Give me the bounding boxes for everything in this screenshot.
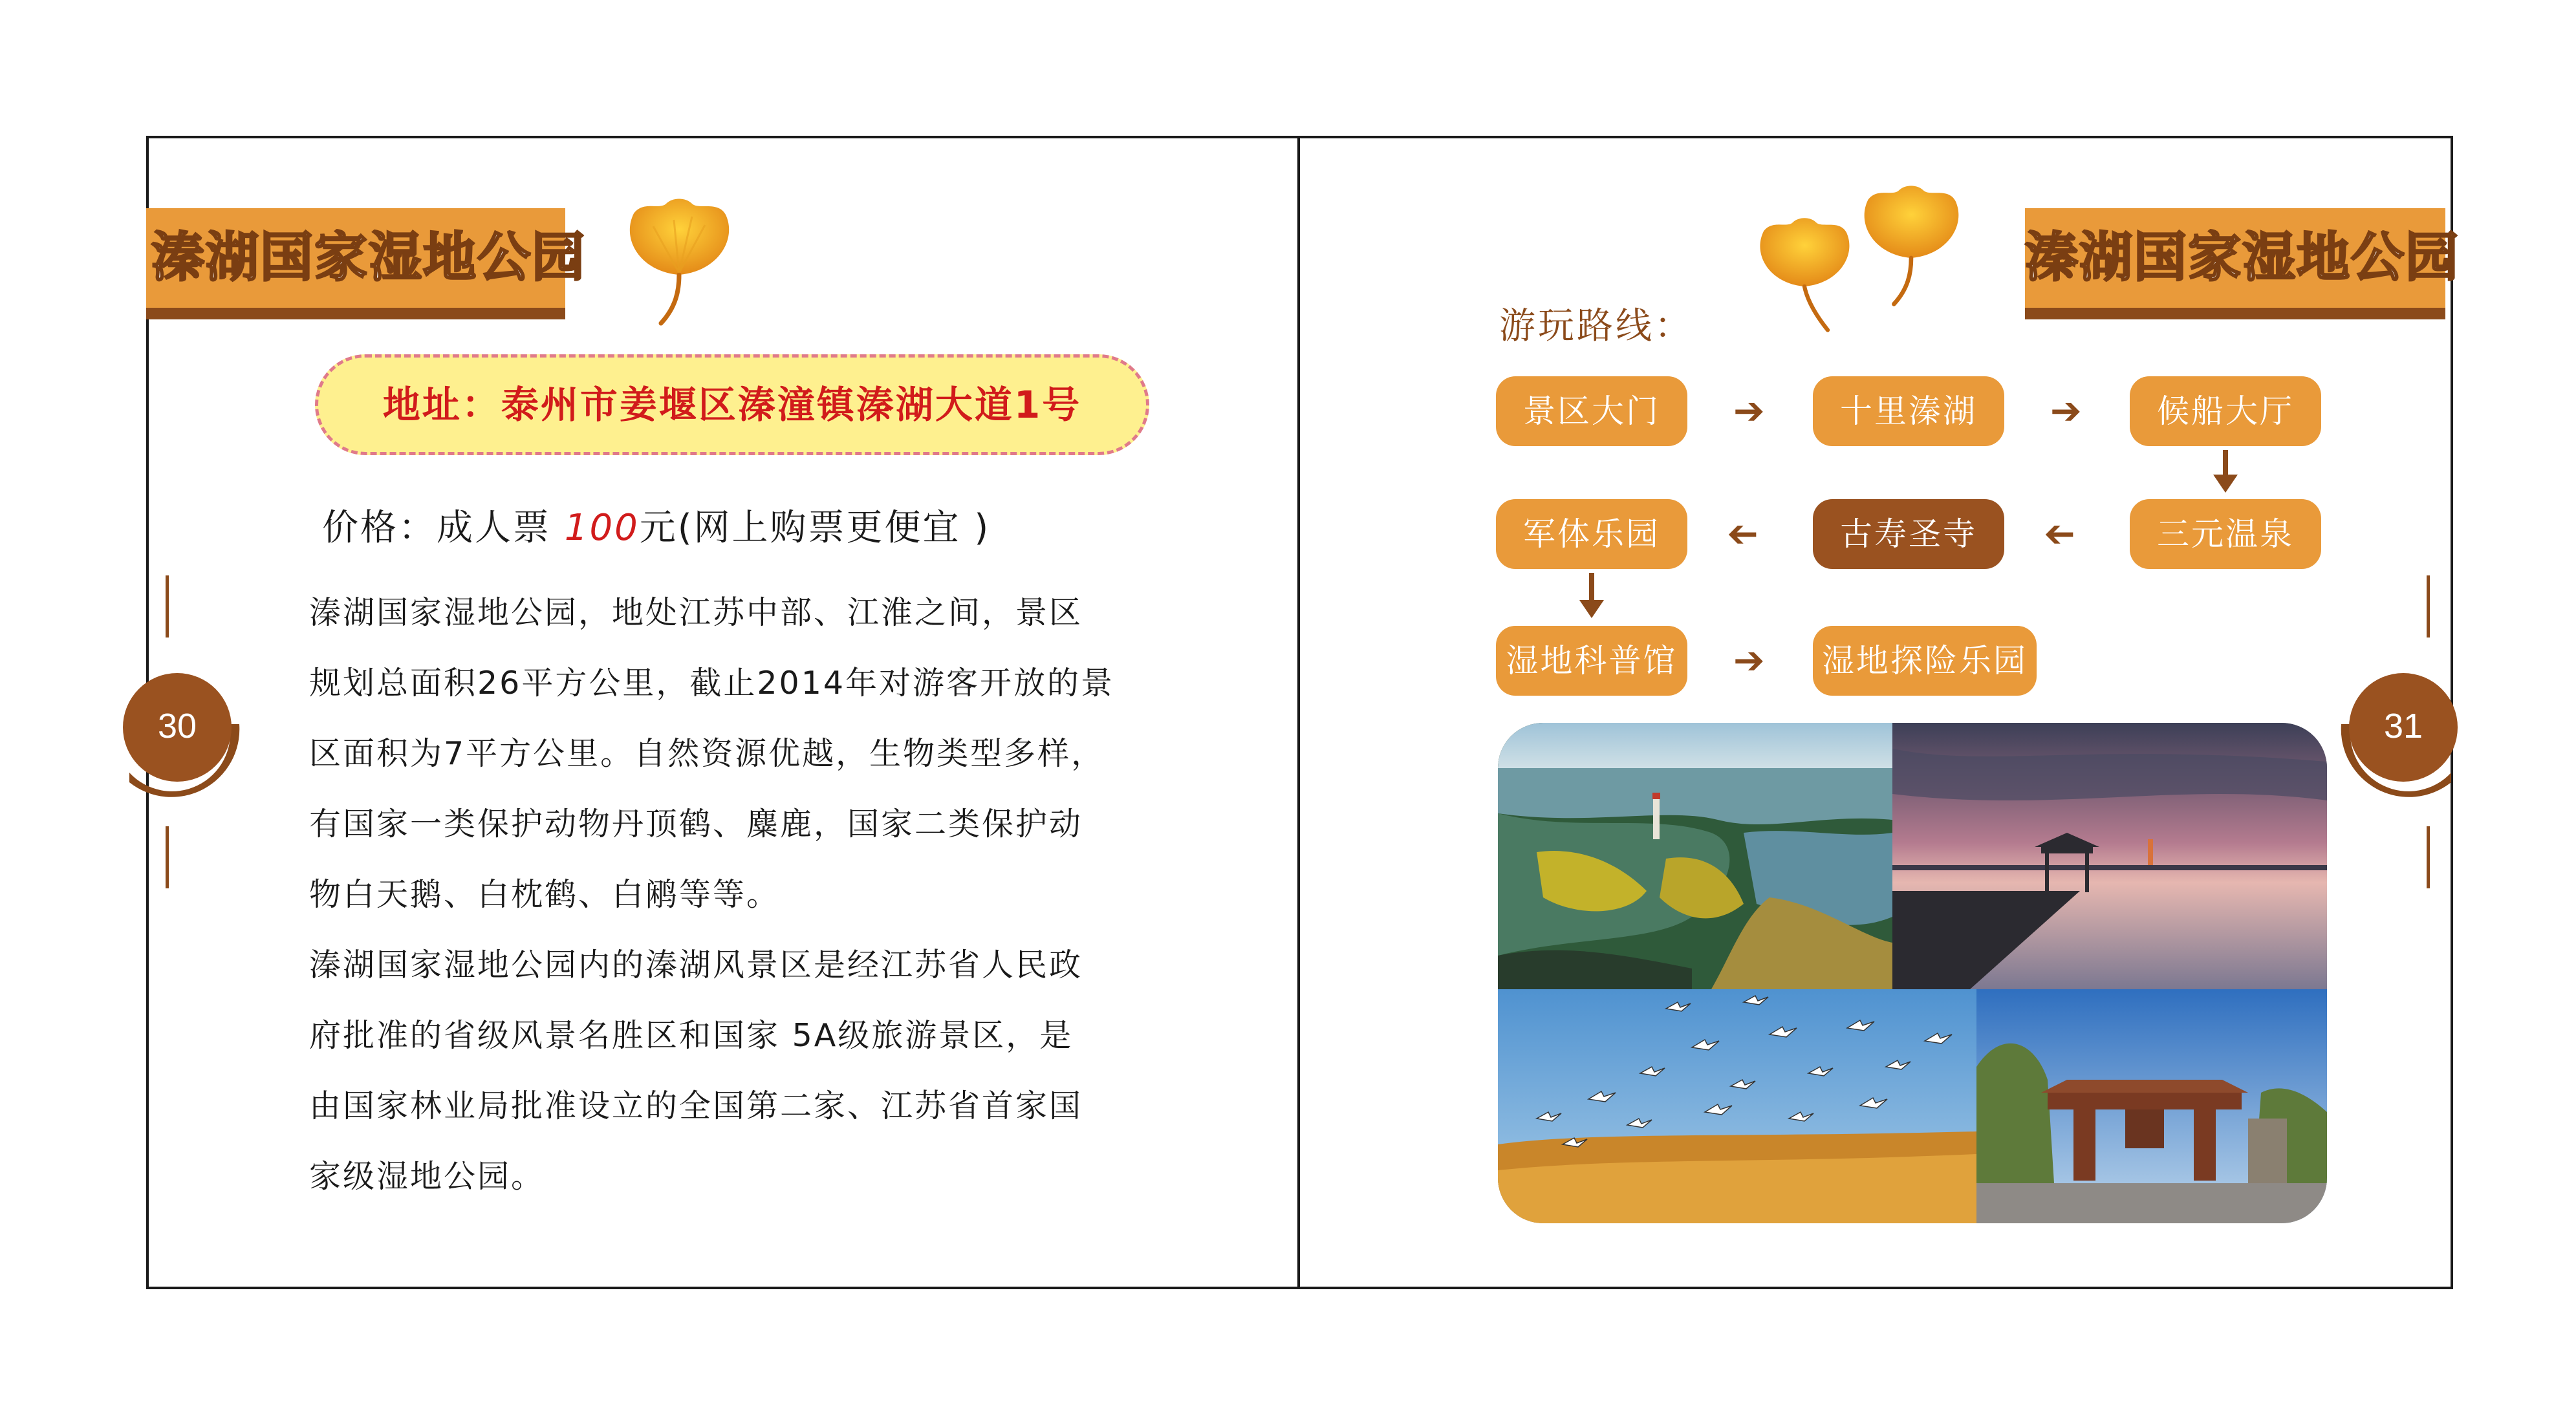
- page-number-left: 30: [157, 707, 197, 745]
- park-gate-photo: [1976, 989, 2327, 1223]
- paragraph-line: 由国家林业局批准设立的全国第二家、江苏省首家国: [309, 1087, 1083, 1124]
- price-suffix: 元(网上购票更便宜 ): [639, 507, 991, 549]
- page-number-line-bottom: [2427, 826, 2430, 888]
- paragraph-line: 有国家一类保护动物丹顶鹤、麋鹿，国家二类保护动: [309, 806, 1083, 842]
- paragraph-line: 区面积为7平方公里。自然资源优越，生物类型多样，: [309, 735, 1105, 772]
- left-title-banner: [146, 208, 587, 319]
- ginkgo-leaf-icon: [614, 194, 744, 330]
- paragraph-line: 溱湖国家湿地公园内的溱湖风景区是经江苏省人民政: [309, 947, 1083, 983]
- route-node-lake: 十里溱湖: [1813, 376, 2004, 446]
- paragraph-line: 规划总面积26平方公里，截止2014年对游客开放的景: [309, 665, 1115, 702]
- arrow-left-icon: ➔: [2044, 511, 2075, 555]
- route-node-boat-hall: 候船大厅: [2130, 376, 2321, 446]
- page-number-line-bottom: [166, 826, 169, 888]
- page-number-line-top: [2427, 575, 2430, 637]
- arrow-right-icon: ➔: [2050, 389, 2082, 433]
- route-node-military-park: 军体乐园: [1496, 499, 1687, 569]
- paragraph-line: 物白天鹅、白枕鹤、白鹇等等。: [309, 876, 781, 913]
- route-node-adventure-park: 湿地探险乐园: [1813, 626, 2037, 696]
- page-gutter: [1297, 136, 1300, 1289]
- route-node-hot-spring: 三元温泉: [2130, 499, 2321, 569]
- right-title-banner: [2025, 208, 2460, 319]
- price-prefix: 价格：成人票: [322, 507, 565, 549]
- arrow-left-icon: ➔: [1727, 511, 1759, 555]
- arrow-right-icon: ➔: [1733, 638, 1765, 682]
- price-amount: 100: [564, 507, 640, 549]
- paragraph-line: 府批准的省级风景名胜区和国家 5A级旅游景区，是: [309, 1017, 1074, 1054]
- ginkgo-leaf-icon: [1746, 213, 1863, 336]
- route-node-temple: 古寿圣寺: [1813, 499, 2004, 569]
- route-node-gate: 景区大门: [1496, 376, 1687, 446]
- aerial-wetland-photo: [1498, 723, 1892, 989]
- page-number-right: 31: [2383, 707, 2423, 745]
- right-page-title: 溱湖国家湿地公园: [2025, 227, 2460, 288]
- birds-reeds-photo: [1498, 989, 1976, 1223]
- arrow-down-icon: [1577, 573, 1607, 621]
- sunset-pier-photo: [1892, 723, 2327, 989]
- left-page-title: 溱湖国家湿地公园: [151, 227, 587, 288]
- route-node-science-museum: 湿地科普馆: [1496, 626, 1687, 696]
- route-title: 游玩路线：: [1499, 305, 1693, 347]
- arrow-right-icon: ➔: [1733, 389, 1765, 433]
- page-number-line-top: [166, 575, 169, 637]
- arrow-down-icon: [2211, 450, 2240, 495]
- paragraph-line: 溱湖国家湿地公园，地处江苏中部、江淮之间，景区: [309, 594, 1083, 631]
- ginkgo-leaf-icon: [1850, 181, 1973, 310]
- photo-collage: [1498, 723, 2327, 1223]
- address-label: 地址：泰州市姜堰区溱潼镇溱湖大道1号: [315, 354, 1149, 455]
- paragraph-line: 家级湿地公园。: [309, 1158, 545, 1195]
- ticket-price: [322, 499, 990, 551]
